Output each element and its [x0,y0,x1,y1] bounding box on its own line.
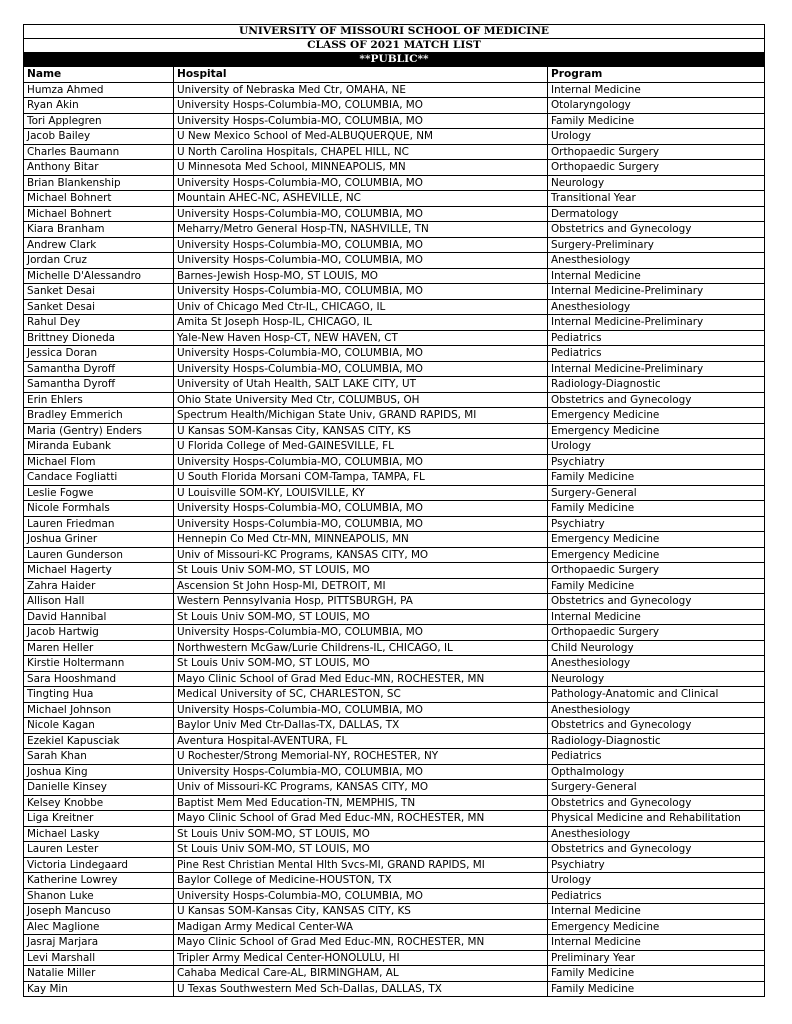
cell-name: Sara Hooshmand [24,671,174,687]
table-row [24,144,765,160]
table-row [24,454,765,470]
table-row [24,578,765,594]
cell-program: Preliminary Year [548,950,765,966]
table-row [24,129,765,145]
cell-name: Nicole Formhals [24,501,174,517]
cell-name: Leslie Fogwe [24,485,174,501]
cell-hospital: U South Florida Morsani COM-Tampa, TAMPA, FL [174,470,548,486]
table-row [24,764,765,780]
cell-program: Internal Medicine-Preliminary [548,284,765,300]
cell-name: Michael Johnson [24,702,174,718]
cell-name: Natalie Miller [24,966,174,982]
cell-program: Internal Medicine [548,268,765,284]
cell-hospital: U Florida College of Med-GAINESVILLE, FL [174,439,548,455]
cell-hospital: University of Nebraska Med Ctr, OMAHA, NE [174,82,548,98]
column-header-row [24,67,765,83]
cell-name: Tingting Hua [24,687,174,703]
cell-program: Internal Medicine-Preliminary [548,315,765,331]
cell-hospital: University Hosps-Columbia-MO, COLUMBIA, MO [174,702,548,718]
cell-program: Transitional Year [548,191,765,207]
cell-hospital: St Louis Univ SOM-MO, ST LOUIS, MO [174,826,548,842]
cell-hospital: St Louis Univ SOM-MO, ST LOUIS, MO [174,842,548,858]
cell-hospital: Northwestern McGaw/Lurie Childrens-IL, CHICAGO, IL [174,640,548,656]
table-row [24,346,765,362]
cell-program: Dermatology [548,206,765,222]
cell-name: Jacob Bailey [24,129,174,145]
cell-name: Sanket Desai [24,284,174,300]
table-row [24,222,765,238]
cell-hospital: Univ of Chicago Med Ctr-IL, CHICAGO, IL [174,299,548,315]
cell-program: Surgery-General [548,780,765,796]
cell-hospital: Cahaba Medical Care-AL, BIRMINGHAM, AL [174,966,548,982]
cell-hospital: Mayo Clinic School of Grad Med Educ-MN, ROCHESTER, MN [174,671,548,687]
cell-program: Internal Medicine [548,904,765,920]
table-row [24,919,765,935]
table-row [24,392,765,408]
table-row [24,718,765,734]
cell-program: Anesthesiology [548,826,765,842]
table-row [24,749,765,765]
cell-hospital: St Louis Univ SOM-MO, ST LOUIS, MO [174,563,548,579]
cell-program: Emergency Medicine [548,408,765,424]
section-row [24,53,765,67]
table-row [24,485,765,501]
cell-name: Danielle Kinsey [24,780,174,796]
table-row [24,687,765,703]
cell-hospital: University Hosps-Columbia-MO, COLUMBIA, MO [174,501,548,517]
cell-name: Shanon Luke [24,888,174,904]
cell-name: Michael Bohnert [24,206,174,222]
cell-name: Brian Blankenship [24,175,174,191]
cell-program: Orthopaedic Surgery [548,625,765,641]
table-row [24,640,765,656]
cell-hospital: University Hosps-Columbia-MO, COLUMBIA, MO [174,175,548,191]
subtitle-row [24,39,765,53]
cell-program: Child Neurology [548,640,765,656]
cell-hospital: University Hosps-Columbia-MO, COLUMBIA, MO [174,764,548,780]
table-body [24,82,765,997]
cell-name: Brittney Dioneda [24,330,174,346]
table-row [24,888,765,904]
cell-program: Family Medicine [548,981,765,997]
cell-name: Liga Kreitner [24,811,174,827]
cell-name: Michael Bohnert [24,191,174,207]
cell-hospital: University Hosps-Columbia-MO, COLUMBIA, MO [174,113,548,129]
cell-name: Sarah Khan [24,749,174,765]
title-row [24,25,765,39]
cell-hospital: St Louis Univ SOM-MO, ST LOUIS, MO [174,609,548,625]
cell-hospital: U Louisville SOM-KY, LOUISVILLE, KY [174,485,548,501]
cell-name: Joshua King [24,764,174,780]
cell-name: Kirstie Holtermann [24,656,174,672]
cell-hospital: Mayo Clinic School of Grad Med Educ-MN, ROCHESTER, MN [174,935,548,951]
cell-program: Radiology-Diagnostic [548,733,765,749]
table-row [24,826,765,842]
cell-hospital: Univ of Missouri-KC Programs, KANSAS CITY, MO [174,780,548,796]
cell-program: Family Medicine [548,501,765,517]
cell-program: Internal Medicine [548,609,765,625]
cell-hospital: University Hosps-Columbia-MO, COLUMBIA, MO [174,361,548,377]
cell-hospital: University Hosps-Columbia-MO, COLUMBIA, MO [174,98,548,114]
cell-program: Urology [548,129,765,145]
table-row [24,795,765,811]
cell-program: Anesthesiology [548,299,765,315]
document-subtitle: CLASS OF 2021 MATCH LIST [24,39,765,53]
cell-program: Obstetrics and Gynecology [548,392,765,408]
cell-name: Maria (Gentry) Enders [24,423,174,439]
cell-program: Family Medicine [548,578,765,594]
cell-name: Victoria Lindegaard [24,857,174,873]
cell-name: Samantha Dyroff [24,377,174,393]
table-row [24,594,765,610]
cell-program: Psychiatry [548,454,765,470]
cell-program: Family Medicine [548,470,765,486]
cell-program: Opthalmology [548,764,765,780]
table-row [24,113,765,129]
cell-name: Maren Heller [24,640,174,656]
cell-hospital: University Hosps-Columbia-MO, COLUMBIA, MO [174,237,548,253]
table-row [24,330,765,346]
table-row [24,284,765,300]
cell-name: Lauren Friedman [24,516,174,532]
cell-program: Emergency Medicine [548,547,765,563]
table-row [24,315,765,331]
table-row [24,408,765,424]
table-row [24,516,765,532]
cell-program: Otolaryngology [548,98,765,114]
cell-program: Neurology [548,175,765,191]
cell-hospital: Baptist Mem Med Education-TN, MEMPHIS, TN [174,795,548,811]
table-row [24,935,765,951]
table-row [24,950,765,966]
cell-program: Physical Medicine and Rehabilitation [548,811,765,827]
table-row [24,547,765,563]
cell-name: Jessica Doran [24,346,174,362]
cell-name: Levi Marshall [24,950,174,966]
cell-program: Surgery-General [548,485,765,501]
cell-name: Lauren Gunderson [24,547,174,563]
cell-name: Anthony Bitar [24,160,174,176]
cell-hospital: U Kansas SOM-Kansas City, KANSAS CITY, KS [174,904,548,920]
cell-hospital: Tripler Army Medical Center-HONOLULU, HI [174,950,548,966]
cell-name: Candace Fogliatti [24,470,174,486]
table-row [24,470,765,486]
table-row [24,609,765,625]
cell-hospital: Spectrum Health/Michigan State Univ, GRAND RAPIDS, MI [174,408,548,424]
cell-hospital: St Louis Univ SOM-MO, ST LOUIS, MO [174,656,548,672]
cell-name: Ezekiel Kapusciak [24,733,174,749]
cell-hospital: University Hosps-Columbia-MO, COLUMBIA, MO [174,346,548,362]
table-row [24,981,765,997]
cell-hospital: University Hosps-Columbia-MO, COLUMBIA, MO [174,284,548,300]
table-row [24,237,765,253]
cell-program: Surgery-Preliminary [548,237,765,253]
cell-hospital: Mountain AHEC-NC, ASHEVILLE, NC [174,191,548,207]
cell-hospital: Baylor Univ Med Ctr-Dallas-TX, DALLAS, TX [174,718,548,734]
cell-name: Zahra Haider [24,578,174,594]
cell-hospital: Madigan Army Medical Center-WA [174,919,548,935]
cell-hospital: Pine Rest Christian Mental Hlth Svcs-MI, GRAND RAPIDS, MI [174,857,548,873]
cell-name: Jordan Cruz [24,253,174,269]
cell-program: Orthopaedic Surgery [548,160,765,176]
match-list-table [23,24,765,997]
cell-name: Charles Baumann [24,144,174,160]
cell-program: Pediatrics [548,330,765,346]
cell-hospital: Ohio State University Med Ctr, COLUMBUS, OH [174,392,548,408]
cell-name: Joshua Griner [24,532,174,548]
table-row [24,253,765,269]
table-row [24,532,765,548]
cell-program: Pediatrics [548,749,765,765]
cell-name: Alec Maglione [24,919,174,935]
cell-name: Michelle D'Alessandro [24,268,174,284]
cell-name: David Hannibal [24,609,174,625]
cell-name: Kay Min [24,981,174,997]
cell-program: Psychiatry [548,516,765,532]
cell-program: Emergency Medicine [548,532,765,548]
cell-name: Jasraj Marjara [24,935,174,951]
column-header-hospital: Hospital [174,67,548,83]
cell-program: Internal Medicine [548,935,765,951]
table-row [24,873,765,889]
cell-hospital: U New Mexico School of Med-ALBUQUERQUE, NM [174,129,548,145]
cell-name: Jacob Hartwig [24,625,174,641]
table-row [24,439,765,455]
cell-hospital: Yale-New Haven Hosp-CT, NEW HAVEN, CT [174,330,548,346]
cell-hospital: Meharry/Metro General Hosp-TN, NASHVILLE, TN [174,222,548,238]
cell-program: Orthopaedic Surgery [548,144,765,160]
cell-hospital: Baylor College of Medicine-HOUSTON, TX [174,873,548,889]
table-row [24,206,765,222]
cell-name: Tori Applegren [24,113,174,129]
cell-hospital: University Hosps-Columbia-MO, COLUMBIA, MO [174,454,548,470]
table-row [24,733,765,749]
cell-program: Obstetrics and Gynecology [548,795,765,811]
table-row [24,423,765,439]
cell-hospital: U North Carolina Hospitals, CHAPEL HILL, NC [174,144,548,160]
cell-program: Obstetrics and Gynecology [548,718,765,734]
table-row [24,191,765,207]
cell-program: Internal Medicine-Preliminary [548,361,765,377]
table-row [24,268,765,284]
cell-name: Rahul Dey [24,315,174,331]
cell-name: Andrew Clark [24,237,174,253]
table-row [24,656,765,672]
table-row [24,377,765,393]
cell-hospital: Mayo Clinic School of Grad Med Educ-MN, ROCHESTER, MN [174,811,548,827]
document-title: UNIVERSITY OF MISSOURI SCHOOL OF MEDICINE [24,25,765,39]
table-row [24,842,765,858]
cell-name: Joseph Mancuso [24,904,174,920]
cell-program: Obstetrics and Gynecology [548,842,765,858]
table-row [24,811,765,827]
table-row [24,175,765,191]
cell-hospital: Aventura Hospital-AVENTURA, FL [174,733,548,749]
cell-name: Katherine Lowrey [24,873,174,889]
cell-program: Anesthesiology [548,253,765,269]
cell-name: Nicole Kagan [24,718,174,734]
table-row [24,671,765,687]
cell-hospital: University Hosps-Columbia-MO, COLUMBIA, MO [174,206,548,222]
cell-name: Michael Hagerty [24,563,174,579]
cell-hospital: U Texas Southwestern Med Sch-Dallas, DALLAS, TX [174,981,548,997]
cell-hospital: Hennepin Co Med Ctr-MN, MINNEAPOLIS, MN [174,532,548,548]
cell-hospital: Barnes-Jewish Hosp-MO, ST LOUIS, MO [174,268,548,284]
cell-hospital: University Hosps-Columbia-MO, COLUMBIA, MO [174,625,548,641]
cell-name: Kiara Branham [24,222,174,238]
table-row [24,904,765,920]
cell-program: Radiology-Diagnostic [548,377,765,393]
cell-program: Family Medicine [548,113,765,129]
cell-hospital: U Minnesota Med School, MINNEAPOLIS, MN [174,160,548,176]
cell-program: Family Medicine [548,966,765,982]
cell-program: Psychiatry [548,857,765,873]
cell-name: Erin Ehlers [24,392,174,408]
table-row [24,563,765,579]
table-row [24,625,765,641]
match-list-sheet [23,24,764,997]
table-row [24,82,765,98]
cell-name: Lauren Lester [24,842,174,858]
column-header-name: Name [24,67,174,83]
table-row [24,361,765,377]
cell-hospital: U Rochester/Strong Memorial-NY, ROCHESTER, NY [174,749,548,765]
cell-name: Ryan Akin [24,98,174,114]
cell-program: Internal Medicine [548,82,765,98]
cell-program: Obstetrics and Gynecology [548,222,765,238]
cell-hospital: Medical University of SC, CHARLESTON, SC [174,687,548,703]
cell-hospital: Western Pennsylvania Hosp, PITTSBURGH, PA [174,594,548,610]
cell-hospital: Ascension St John Hosp-MI, DETROIT, MI [174,578,548,594]
cell-hospital: University Hosps-Columbia-MO, COLUMBIA, MO [174,888,548,904]
cell-program: Orthopaedic Surgery [548,563,765,579]
column-header-program: Program [548,67,765,83]
table-row [24,966,765,982]
cell-name: Kelsey Knobbe [24,795,174,811]
cell-program: Pediatrics [548,888,765,904]
table-row [24,702,765,718]
cell-name: Allison Hall [24,594,174,610]
cell-program: Urology [548,873,765,889]
table-row [24,160,765,176]
cell-program: Pathology-Anatomic and Clinical [548,687,765,703]
cell-program: Urology [548,439,765,455]
cell-name: Michael Lasky [24,826,174,842]
table-row [24,299,765,315]
cell-name: Michael Flom [24,454,174,470]
cell-name: Humza Ahmed [24,82,174,98]
cell-hospital: University Hosps-Columbia-MO, COLUMBIA, MO [174,253,548,269]
table-row [24,501,765,517]
cell-program: Emergency Medicine [548,919,765,935]
cell-program: Emergency Medicine [548,423,765,439]
cell-name: Miranda Eubank [24,439,174,455]
table-row [24,857,765,873]
cell-program: Obstetrics and Gynecology [548,594,765,610]
table-row [24,780,765,796]
cell-hospital: U Kansas SOM-Kansas City, KANSAS CITY, KS [174,423,548,439]
cell-hospital: University Hosps-Columbia-MO, COLUMBIA, MO [174,516,548,532]
cell-program: Anesthesiology [548,656,765,672]
cell-program: Pediatrics [548,346,765,362]
cell-program: Neurology [548,671,765,687]
cell-hospital: Univ of Missouri-KC Programs, KANSAS CITY, MO [174,547,548,563]
cell-program: Anesthesiology [548,702,765,718]
cell-name: Samantha Dyroff [24,361,174,377]
cell-name: Bradley Emmerich [24,408,174,424]
cell-hospital: Amita St Joseph Hosp-IL, CHICAGO, IL [174,315,548,331]
cell-name: Sanket Desai [24,299,174,315]
section-banner: **PUBLIC** [24,53,765,67]
table-row [24,98,765,114]
cell-hospital: University of Utah Health, SALT LAKE CITY, UT [174,377,548,393]
